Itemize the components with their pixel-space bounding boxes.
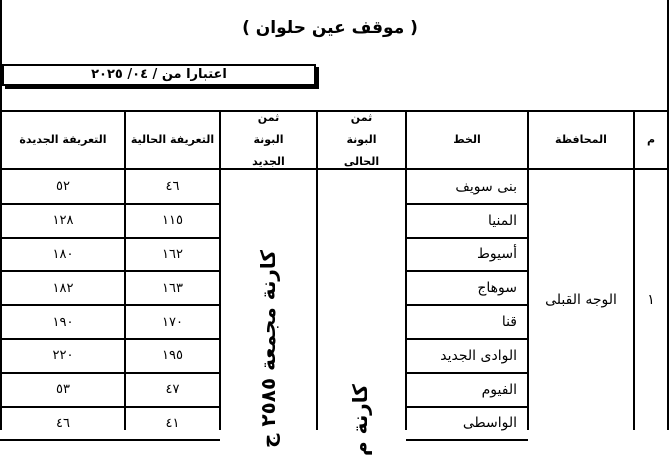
header-line: الخط [453,133,481,146]
header-current-fare: التعريفة الحالية [130,133,215,146]
current-fare-cell: ١١٥ [162,213,183,229]
new-fare-cell: ١٨٢ [52,280,74,296]
line-name-cell: الوادى الجديد [440,347,517,364]
new-fare-cell: ١٢٨ [52,213,74,229]
current-fare-cell: ١٦٢ [162,246,183,262]
line-name-cell: سوهاج [477,280,517,297]
new-card-price-merged: كارنة مجمعة ٢٥٨٥ ج [256,249,280,448]
header-new-fare: التعريفة الجديدة [19,133,107,146]
header-current-card-price: ثمن البونة الحالى [343,111,380,168]
header-new-card-price: ثمن البونة الجديد [252,111,285,168]
current-card-price-merged: كارنة م [348,384,372,456]
line-name-cell: قنا [501,314,517,331]
line-name-cell: المنيا [488,212,517,229]
effective-date: اعتبارا من / ٠٤/ ٢٠٢٥ [2,64,316,86]
line-name-cell: الواسطى [462,415,517,432]
new-fare-cell: ٤٦ [56,415,70,431]
current-fare-cell: ٤٧ [165,382,180,398]
new-fare-cell: ٢٢٠ [52,348,74,364]
line-name-cell: بنى سويف [455,178,517,195]
new-fare-cell: ١٨٠ [52,246,74,262]
current-fare-cell: ١٧٠ [162,314,183,330]
header-serial: م [646,133,656,146]
new-fare-cell: ٥٢ [56,179,70,195]
line-name-cell: الفيوم [481,381,517,398]
header-governorate: المحافظة [555,133,607,146]
current-fare-cell: ٤١ [165,415,180,431]
new-fare-cell: ٥٣ [56,382,70,398]
page-title: ( موقف عين حلوان ) [242,18,418,38]
current-fare-cell: ٤٦ [165,179,180,195]
serial-cell: ١ [647,292,655,308]
current-fare-cell: ١٦٣ [162,280,183,296]
current-fare-cell: ١٩٥ [162,348,183,364]
governorate-cell: الوجه القبلى [545,292,617,308]
new-fare-cell: ١٩٠ [52,314,74,330]
line-name-cell: أسيوط [476,246,517,263]
